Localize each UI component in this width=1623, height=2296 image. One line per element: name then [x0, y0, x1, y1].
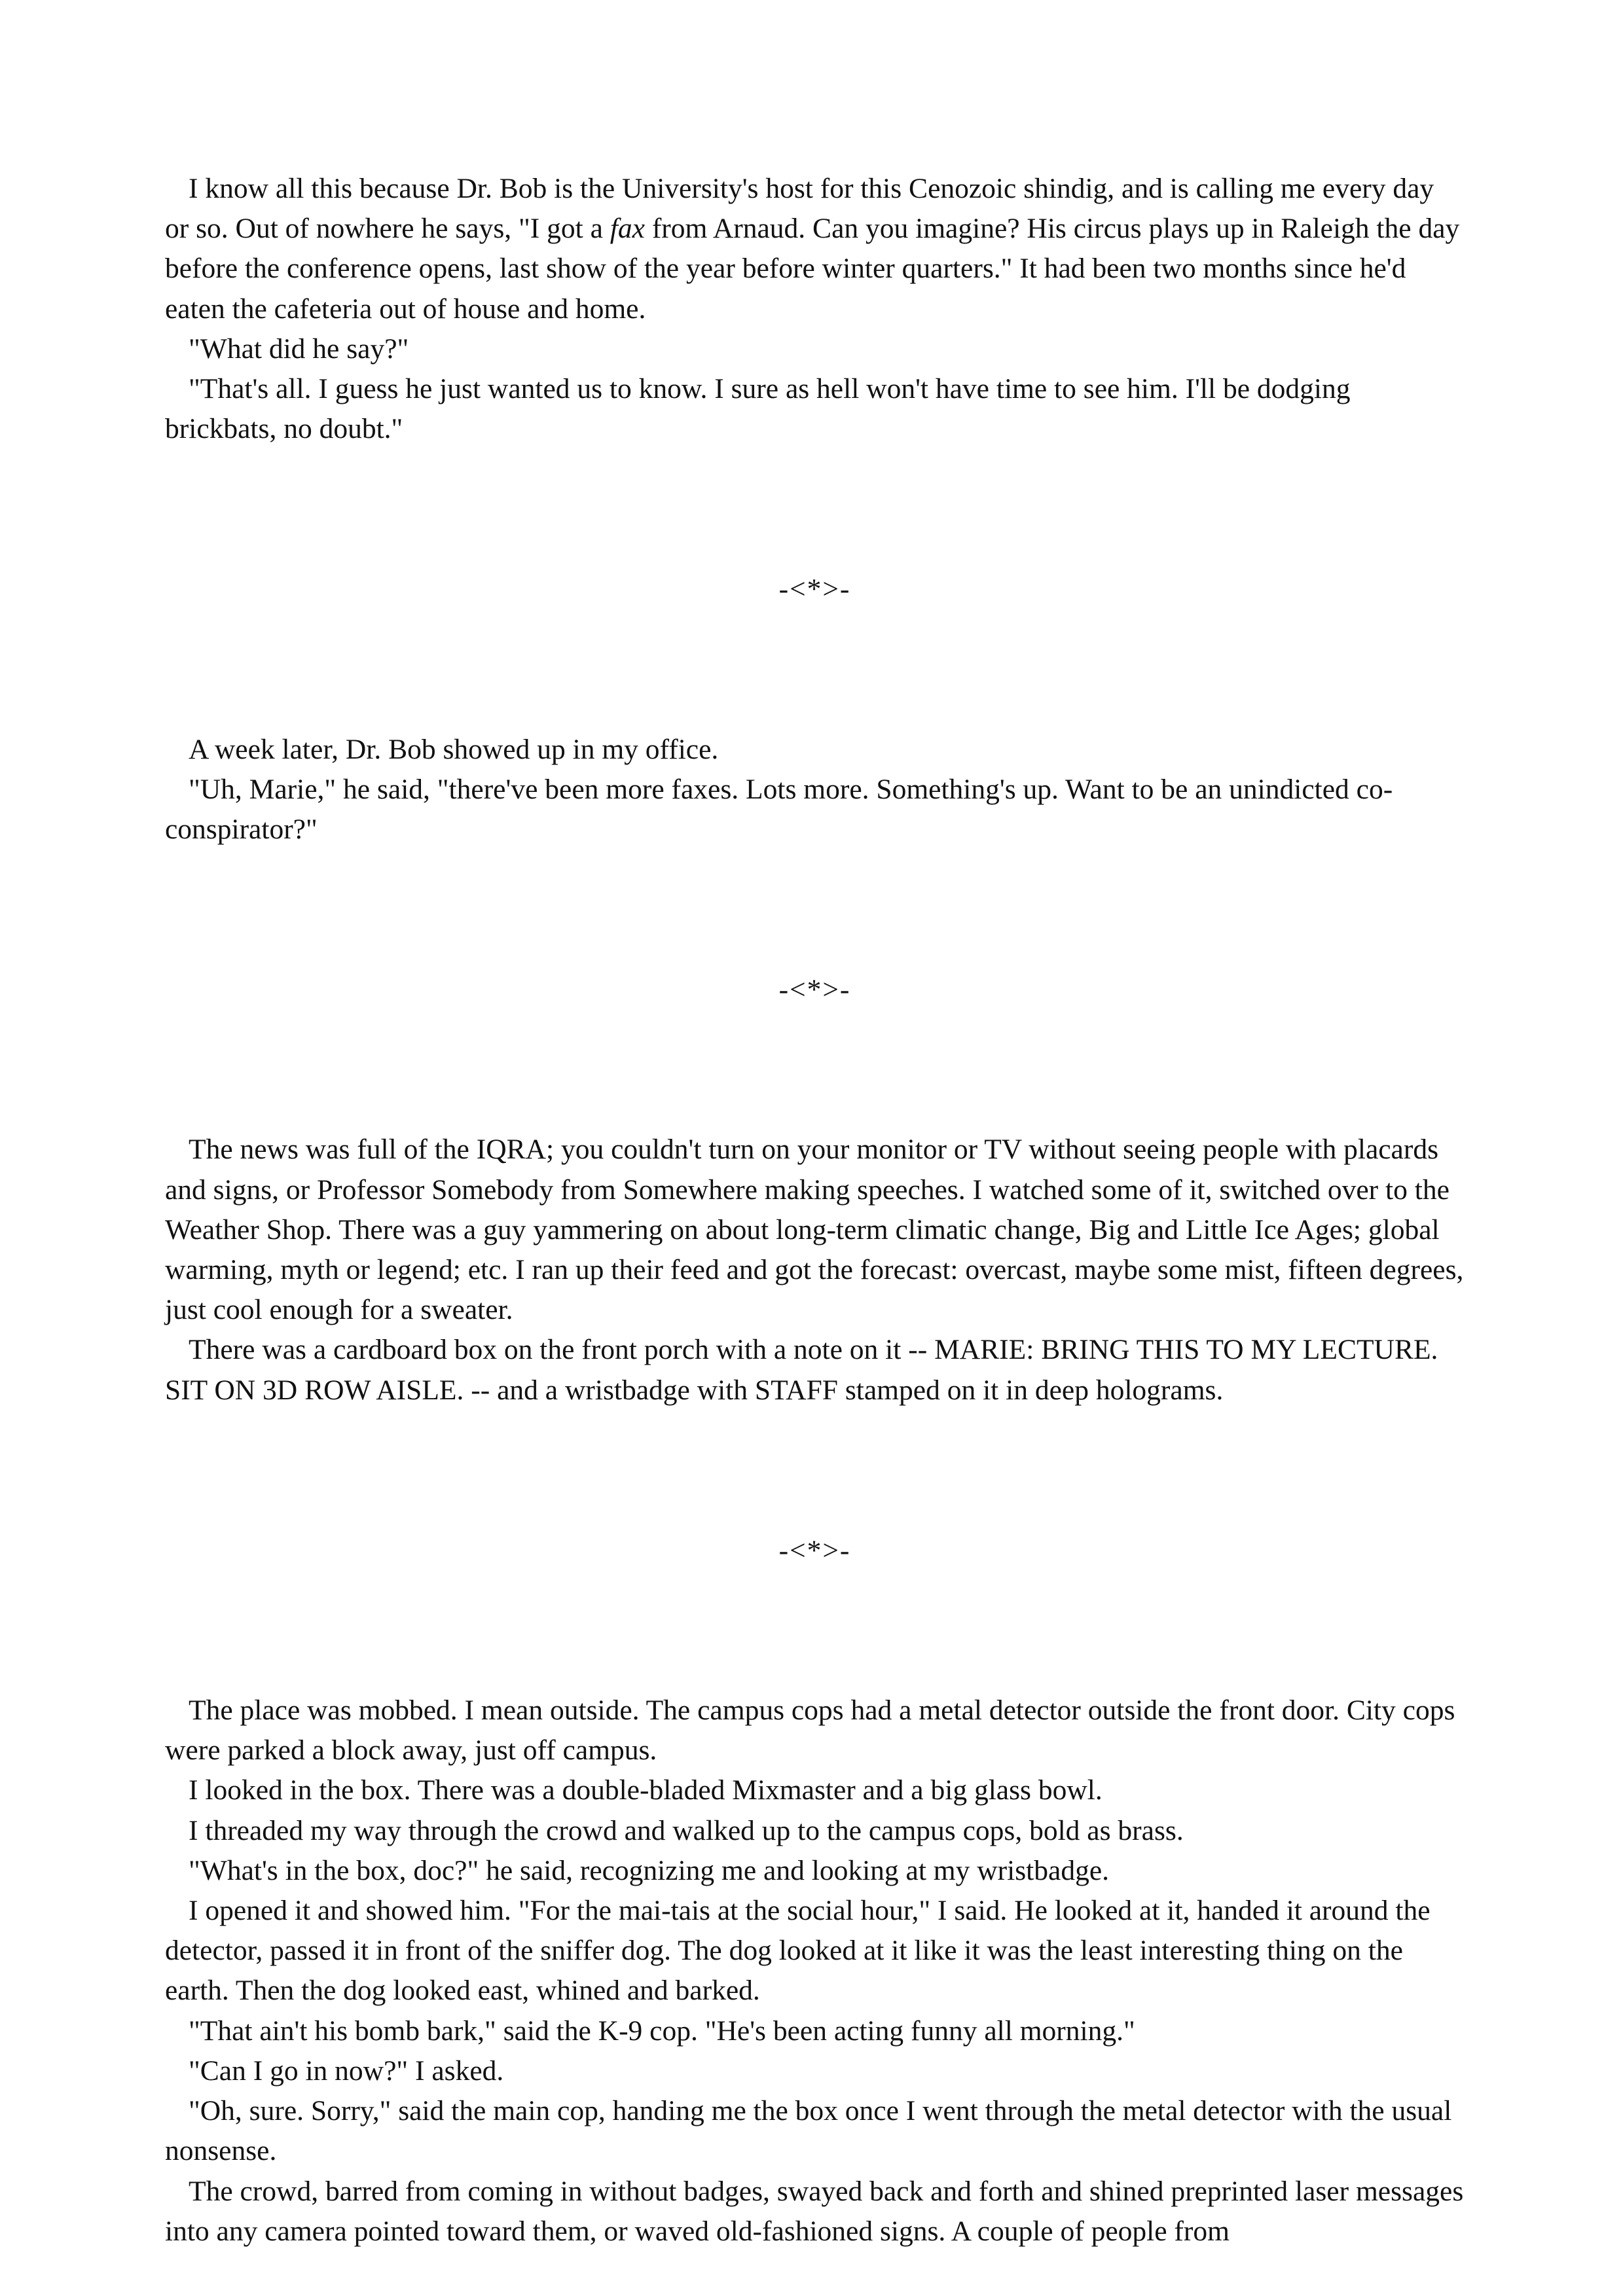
paragraph: I looked in the box. There was a double-bladed Mixmaster and a big glass bowl. — [189, 1774, 1103, 1806]
paragraph: "What's in the box, doc?" he said, recognizing me and looking at my wristbadge. — [189, 1854, 1109, 1886]
paragraph: "That ain't his bomb bark," said the K-9 cop. "He's been acting funny all morning." — [189, 2015, 1135, 2047]
paragraph: "Oh, sure. Sorry," said the main cop, handing me the box once I went through the metal detector with the usual nonsense. — [165, 2095, 1452, 2167]
section-1 — [165, 169, 1465, 449]
paragraph: The crowd, barred from coming in without badges, swayed back and forth and shined preprinted laser messages into any camera pointed toward them, or waved old-fashioned signs. A couple of people from — [165, 2175, 1464, 2247]
section-break: -<*>- — [778, 1534, 851, 1566]
section-4 — [165, 1691, 1465, 2251]
paragraph: The place was mobbed. I mean outside. The campus cops had a metal detector outside the front door. City cops were parked a block away, just off campus. — [165, 1695, 1455, 1767]
paragraph: "Can I go in now?" I asked. — [189, 2054, 504, 2087]
paragraph: There was a cardboard box on the front porch with a note on it -- MARIE: BRING THIS TO MY LECTURE. SIT ON 3D ROW AISLE. -- and a wristbadge with STAFF stamped on it in deep holograms. — [165, 1334, 1438, 1406]
paragraph: "Uh, Marie," he said, "there've been more faxes. Lots more. Something's up. Want to be an unindicted co-conspirator?" — [165, 773, 1393, 846]
paragraph: The news was full of the IQRA; you couldn't turn on your monitor or TV without seeing people with placards and signs, or Professor Somebody from Somewhere making speeches. I watched some of it, switched over to the Weather Shop. There was a guy yammering on about long-term climatic change, Big and Little Ice Ages; global warming, myth or legend; etc. I ran up their feed and got the forecast: overcast, maybe some mist, fifteen degrees, just cool enough for a sweater. — [165, 1134, 1464, 1326]
section-2 — [165, 730, 1465, 850]
paragraph: I threaded my way through the crowd and walked up to the campus cops, bold as brass. — [189, 1814, 1184, 1846]
paragraph: I opened it and showed him. "For the mai-tais at the social hour," I said. He looked at it, handed it around the detector, passed it in front of the sniffer dog. The dog looked at it like it was the least interesting thing on the earth. Then the dog looked east, whined and barked. — [165, 1895, 1431, 2007]
paragraph-text: from Arnaud. Can you imagine? His circus plays up in Raleigh the day before the conference opens, last show of the year before winter quarters." It had been two months since he'd eaten the cafeteria out of house and home. — [165, 213, 1460, 325]
document-page — [165, 169, 1465, 2251]
paragraph: A week later, Dr. Bob showed up in my office. — [189, 733, 719, 765]
section-break: -<*>- — [778, 974, 851, 1006]
paragraph — [165, 169, 1465, 329]
section-break: -<*>- — [778, 573, 851, 605]
paragraph: "What did he say?" — [189, 332, 409, 365]
paragraph-text: I know all this because Dr. Bob is the University's host for this Cenozoic shindig, and is calling me every day or so. Out of nowhere he says, "I got a — [165, 173, 1434, 245]
section-3 — [165, 1130, 1465, 1410]
paragraph: "That's all. I guess he just wanted us to know. I sure as hell won't have time to see him. I'll be dodging brickbats, no doubt." — [165, 373, 1351, 445]
emphasis-text: fax — [610, 213, 645, 245]
